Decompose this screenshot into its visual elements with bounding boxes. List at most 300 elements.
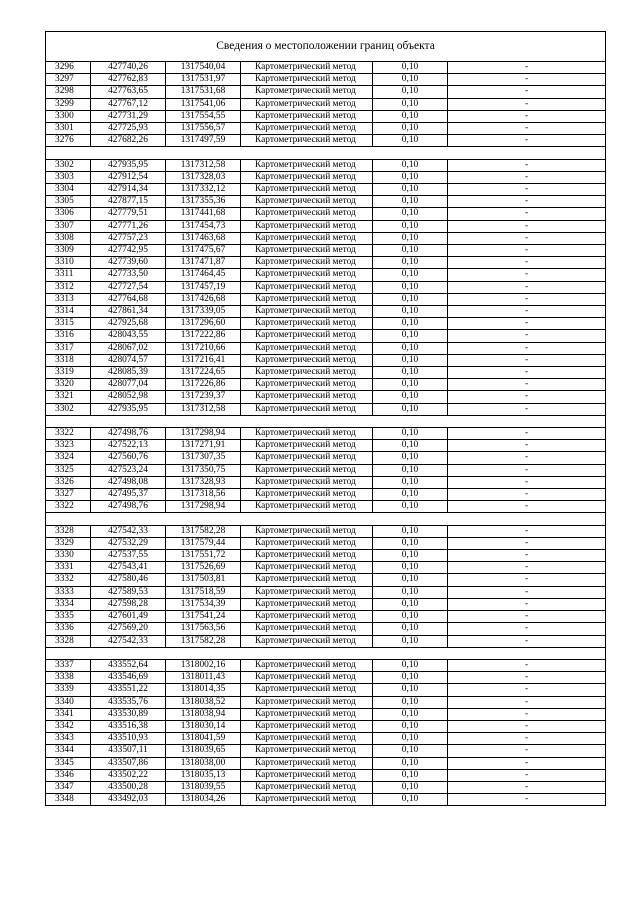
method-cell: Картометрический метод (241, 196, 373, 208)
description-cell: - (448, 342, 606, 354)
method-cell: Картометрический метод (241, 696, 373, 708)
description-cell: - (448, 196, 606, 208)
description-cell: - (448, 86, 606, 98)
table-row (46, 489, 606, 501)
description-cell: - (448, 769, 606, 781)
description-cell: - (448, 232, 606, 244)
point-number: 3343 (46, 733, 91, 745)
description-cell: - (448, 110, 606, 122)
table-row (46, 745, 606, 757)
separator-cell (46, 513, 606, 525)
description-cell: - (448, 440, 606, 452)
point-number: 3305 (46, 196, 91, 208)
accuracy-cell: 0,10 (373, 672, 448, 684)
accuracy-cell: 0,10 (373, 245, 448, 257)
method-cell: Картометрический метод (241, 281, 373, 293)
accuracy-cell: 0,10 (373, 98, 448, 110)
description-cell: - (448, 464, 606, 476)
table-row (46, 757, 606, 769)
group-separator (46, 513, 606, 525)
x-coordinate: 427739,60 (91, 257, 166, 269)
method-cell: Картометрический метод (241, 525, 373, 537)
y-coordinate: 1317457,19 (166, 281, 241, 293)
table-row (46, 733, 606, 745)
description-cell: - (448, 720, 606, 732)
y-coordinate: 1317526,69 (166, 562, 241, 574)
y-coordinate: 1317518,59 (166, 586, 241, 598)
method-cell: Картометрический метод (241, 635, 373, 647)
method-cell: Картометрический метод (241, 74, 373, 86)
point-number: 3296 (46, 62, 91, 74)
table-row (46, 550, 606, 562)
method-cell: Картометрический метод (241, 245, 373, 257)
description-cell: - (448, 550, 606, 562)
x-coordinate: 427569,20 (91, 623, 166, 635)
accuracy-cell: 0,10 (373, 708, 448, 720)
description-cell: - (448, 135, 606, 147)
table-row (46, 696, 606, 708)
method-cell: Картометрический метод (241, 354, 373, 366)
y-coordinate: 1318002,16 (166, 659, 241, 671)
separator-cell (46, 147, 606, 159)
x-coordinate: 433551,22 (91, 684, 166, 696)
y-coordinate: 1317471,87 (166, 257, 241, 269)
table-row (46, 598, 606, 610)
x-coordinate: 433507,86 (91, 757, 166, 769)
table-row (46, 123, 606, 135)
x-coordinate: 428067,02 (91, 342, 166, 354)
accuracy-cell: 0,10 (373, 62, 448, 74)
point-number: 3297 (46, 74, 91, 86)
description-cell: - (448, 757, 606, 769)
description-cell: - (448, 220, 606, 232)
description-cell: - (448, 696, 606, 708)
table-row (46, 501, 606, 513)
table-row (46, 208, 606, 220)
x-coordinate: 427532,29 (91, 537, 166, 549)
group-separator (46, 647, 606, 659)
table-row (46, 171, 606, 183)
accuracy-cell: 0,10 (373, 306, 448, 318)
description-cell: - (448, 74, 606, 86)
x-coordinate: 427580,46 (91, 574, 166, 586)
point-number: 3314 (46, 306, 91, 318)
accuracy-cell: 0,10 (373, 684, 448, 696)
point-number: 3342 (46, 720, 91, 732)
y-coordinate: 1318039,55 (166, 781, 241, 793)
y-coordinate: 1318030,14 (166, 720, 241, 732)
method-cell: Картометрический метод (241, 184, 373, 196)
table-row (46, 184, 606, 196)
description-cell: - (448, 184, 606, 196)
y-coordinate: 1317503,81 (166, 574, 241, 586)
point-number: 3347 (46, 781, 91, 793)
y-coordinate: 1317222,86 (166, 330, 241, 342)
description-cell: - (448, 708, 606, 720)
table-row (46, 562, 606, 574)
point-number: 3319 (46, 367, 91, 379)
method-cell: Картометрический метод (241, 391, 373, 403)
description-cell: - (448, 379, 606, 391)
table-row (46, 62, 606, 74)
description-cell: - (448, 159, 606, 171)
method-cell: Картометрический метод (241, 464, 373, 476)
title-row (46, 32, 606, 62)
accuracy-cell: 0,10 (373, 659, 448, 671)
table-row (46, 293, 606, 305)
table-row (46, 135, 606, 147)
description-cell: - (448, 452, 606, 464)
y-coordinate: 1317226,86 (166, 379, 241, 391)
description-cell: - (448, 562, 606, 574)
point-number: 3339 (46, 684, 91, 696)
x-coordinate: 427733,50 (91, 269, 166, 281)
point-number: 3302 (46, 159, 91, 171)
accuracy-cell: 0,10 (373, 598, 448, 610)
table-row (46, 611, 606, 623)
accuracy-cell: 0,10 (373, 428, 448, 440)
description-cell: - (448, 281, 606, 293)
y-coordinate: 1318038,94 (166, 708, 241, 720)
description-cell: - (448, 501, 606, 513)
accuracy-cell: 0,10 (373, 476, 448, 488)
description-cell: - (448, 245, 606, 257)
point-number: 3328 (46, 635, 91, 647)
y-coordinate: 1318011,43 (166, 672, 241, 684)
method-cell: Картометрический метод (241, 110, 373, 122)
method-cell: Картометрический метод (241, 159, 373, 171)
method-cell: Картометрический метод (241, 537, 373, 549)
accuracy-cell: 0,10 (373, 159, 448, 171)
point-number: 3309 (46, 245, 91, 257)
x-coordinate: 427498,08 (91, 476, 166, 488)
description-cell: - (448, 257, 606, 269)
method-cell: Картометрический метод (241, 232, 373, 244)
x-coordinate: 427498,76 (91, 428, 166, 440)
table-row (46, 342, 606, 354)
point-number: 3320 (46, 379, 91, 391)
accuracy-cell: 0,10 (373, 354, 448, 366)
x-coordinate: 427495,37 (91, 489, 166, 501)
point-number: 3323 (46, 440, 91, 452)
description-cell: - (448, 171, 606, 183)
x-coordinate: 427598,28 (91, 598, 166, 610)
accuracy-cell: 0,10 (373, 74, 448, 86)
accuracy-cell: 0,10 (373, 550, 448, 562)
x-coordinate: 428077,04 (91, 379, 166, 391)
method-cell: Картометрический метод (241, 428, 373, 440)
y-coordinate: 1317298,94 (166, 428, 241, 440)
y-coordinate: 1318041,59 (166, 733, 241, 745)
accuracy-cell: 0,10 (373, 452, 448, 464)
y-coordinate: 1317551,72 (166, 550, 241, 562)
table-row (46, 781, 606, 793)
y-coordinate: 1317339,05 (166, 306, 241, 318)
point-number: 3276 (46, 135, 91, 147)
table-row (46, 98, 606, 110)
accuracy-cell: 0,10 (373, 464, 448, 476)
point-number: 3299 (46, 98, 91, 110)
accuracy-cell: 0,10 (373, 196, 448, 208)
accuracy-cell: 0,10 (373, 769, 448, 781)
x-coordinate: 433502,22 (91, 769, 166, 781)
method-cell: Картометрический метод (241, 220, 373, 232)
y-coordinate: 1317216,41 (166, 354, 241, 366)
accuracy-cell: 0,10 (373, 757, 448, 769)
method-cell: Картометрический метод (241, 733, 373, 745)
accuracy-cell: 0,10 (373, 720, 448, 732)
x-coordinate: 427762,83 (91, 74, 166, 86)
description-cell: - (448, 745, 606, 757)
x-coordinate: 428043,55 (91, 330, 166, 342)
accuracy-cell: 0,10 (373, 611, 448, 623)
description-cell: - (448, 733, 606, 745)
x-coordinate: 433530,89 (91, 708, 166, 720)
table-row (46, 684, 606, 696)
accuracy-cell: 0,10 (373, 586, 448, 598)
y-coordinate: 1317271,91 (166, 440, 241, 452)
y-coordinate: 1317463,68 (166, 232, 241, 244)
point-number: 3326 (46, 476, 91, 488)
point-number: 3298 (46, 86, 91, 98)
accuracy-cell: 0,10 (373, 489, 448, 501)
x-coordinate: 427542,33 (91, 525, 166, 537)
method-cell: Картометрический метод (241, 293, 373, 305)
point-number: 3337 (46, 659, 91, 671)
accuracy-cell: 0,10 (373, 745, 448, 757)
method-cell: Картометрический метод (241, 306, 373, 318)
description-cell: - (448, 611, 606, 623)
x-coordinate: 427861,34 (91, 306, 166, 318)
group-separator (46, 147, 606, 159)
table-row (46, 794, 606, 806)
y-coordinate: 1317534,39 (166, 598, 241, 610)
coordinates-table (45, 31, 606, 806)
point-number: 3333 (46, 586, 91, 598)
method-cell: Картометрический метод (241, 367, 373, 379)
y-coordinate: 1317582,28 (166, 635, 241, 647)
accuracy-cell: 0,10 (373, 537, 448, 549)
x-coordinate: 433516,38 (91, 720, 166, 732)
description-cell: - (448, 781, 606, 793)
method-cell: Картометрический метод (241, 403, 373, 415)
x-coordinate: 427757,23 (91, 232, 166, 244)
point-number: 3318 (46, 354, 91, 366)
accuracy-cell: 0,10 (373, 403, 448, 415)
x-coordinate: 427771,26 (91, 220, 166, 232)
table-row (46, 74, 606, 86)
x-coordinate: 428085,39 (91, 367, 166, 379)
accuracy-cell: 0,10 (373, 781, 448, 793)
method-cell: Картометрический метод (241, 672, 373, 684)
table-row (46, 220, 606, 232)
y-coordinate: 1318035,13 (166, 769, 241, 781)
x-coordinate: 427779,51 (91, 208, 166, 220)
x-coordinate: 427543,41 (91, 562, 166, 574)
point-number: 3301 (46, 123, 91, 135)
accuracy-cell: 0,10 (373, 208, 448, 220)
method-cell: Картометрический метод (241, 708, 373, 720)
x-coordinate: 427727,54 (91, 281, 166, 293)
x-coordinate: 427523,24 (91, 464, 166, 476)
point-number: 3312 (46, 281, 91, 293)
y-coordinate: 1317332,12 (166, 184, 241, 196)
point-number: 3322 (46, 501, 91, 513)
y-coordinate: 1318038,52 (166, 696, 241, 708)
point-number: 3329 (46, 537, 91, 549)
description-cell: - (448, 306, 606, 318)
x-coordinate: 433552,64 (91, 659, 166, 671)
point-number: 3335 (46, 611, 91, 623)
table-row (46, 196, 606, 208)
table-row (46, 403, 606, 415)
accuracy-cell: 0,10 (373, 184, 448, 196)
accuracy-cell: 0,10 (373, 379, 448, 391)
description-cell: - (448, 794, 606, 806)
x-coordinate: 427925,68 (91, 318, 166, 330)
point-number: 3324 (46, 452, 91, 464)
point-number: 3340 (46, 696, 91, 708)
point-number: 3346 (46, 769, 91, 781)
accuracy-cell: 0,10 (373, 574, 448, 586)
method-cell: Картометрический метод (241, 171, 373, 183)
point-number: 3336 (46, 623, 91, 635)
y-coordinate: 1317464,45 (166, 269, 241, 281)
description-cell: - (448, 598, 606, 610)
accuracy-cell: 0,10 (373, 367, 448, 379)
description-cell: - (448, 489, 606, 501)
y-coordinate: 1318039,65 (166, 745, 241, 757)
x-coordinate: 427740,26 (91, 62, 166, 74)
point-number: 3328 (46, 525, 91, 537)
point-number: 3338 (46, 672, 91, 684)
table-row (46, 525, 606, 537)
description-cell: - (448, 623, 606, 635)
x-coordinate: 427914,34 (91, 184, 166, 196)
x-coordinate: 427542,33 (91, 635, 166, 647)
accuracy-cell: 0,10 (373, 123, 448, 135)
table-row (46, 672, 606, 684)
table-row (46, 330, 606, 342)
point-number: 3331 (46, 562, 91, 574)
method-cell: Картометрический метод (241, 611, 373, 623)
point-number: 3300 (46, 110, 91, 122)
description-cell: - (448, 403, 606, 415)
y-coordinate: 1317531,68 (166, 86, 241, 98)
y-coordinate: 1317454,73 (166, 220, 241, 232)
point-number: 3348 (46, 794, 91, 806)
separator-cell (46, 415, 606, 427)
point-number: 3317 (46, 342, 91, 354)
x-coordinate: 433500,28 (91, 781, 166, 793)
x-coordinate: 433546,69 (91, 672, 166, 684)
point-number: 3308 (46, 232, 91, 244)
y-coordinate: 1317312,58 (166, 159, 241, 171)
description-cell: - (448, 98, 606, 110)
method-cell: Картометрический метод (241, 123, 373, 135)
y-coordinate: 1317556,57 (166, 123, 241, 135)
accuracy-cell: 0,10 (373, 391, 448, 403)
method-cell: Картометрический метод (241, 586, 373, 598)
x-coordinate: 427764,68 (91, 293, 166, 305)
point-number: 3321 (46, 391, 91, 403)
y-coordinate: 1317541,06 (166, 98, 241, 110)
table-row (46, 391, 606, 403)
method-cell: Картометрический метод (241, 684, 373, 696)
method-cell: Картометрический метод (241, 342, 373, 354)
point-number: 3325 (46, 464, 91, 476)
y-coordinate: 1317497,59 (166, 135, 241, 147)
point-number: 3332 (46, 574, 91, 586)
accuracy-cell: 0,10 (373, 220, 448, 232)
y-coordinate: 1317350,75 (166, 464, 241, 476)
y-coordinate: 1317239,37 (166, 391, 241, 403)
accuracy-cell: 0,10 (373, 318, 448, 330)
table-row (46, 354, 606, 366)
accuracy-cell: 0,10 (373, 440, 448, 452)
table-row (46, 367, 606, 379)
y-coordinate: 1317355,36 (166, 196, 241, 208)
separator-cell (46, 647, 606, 659)
method-cell: Картометрический метод (241, 501, 373, 513)
point-number: 3311 (46, 269, 91, 281)
accuracy-cell: 0,10 (373, 281, 448, 293)
method-cell: Картометрический метод (241, 562, 373, 574)
x-coordinate: 428074,57 (91, 354, 166, 366)
y-coordinate: 1317328,03 (166, 171, 241, 183)
table-row (46, 769, 606, 781)
boundary-sheet (45, 31, 605, 806)
table-row (46, 440, 606, 452)
accuracy-cell: 0,10 (373, 562, 448, 574)
description-cell: - (448, 62, 606, 74)
table-row (46, 379, 606, 391)
y-coordinate: 1317554,55 (166, 110, 241, 122)
description-cell: - (448, 318, 606, 330)
description-cell: - (448, 672, 606, 684)
method-cell: Картометрический метод (241, 98, 373, 110)
x-coordinate: 427725,93 (91, 123, 166, 135)
x-coordinate: 427589,53 (91, 586, 166, 598)
x-coordinate: 427767,12 (91, 98, 166, 110)
point-number: 3330 (46, 550, 91, 562)
method-cell: Картометрический метод (241, 598, 373, 610)
description-cell: - (448, 525, 606, 537)
method-cell: Картометрический метод (241, 720, 373, 732)
y-coordinate: 1317318,56 (166, 489, 241, 501)
accuracy-cell: 0,10 (373, 86, 448, 98)
point-number: 3334 (46, 598, 91, 610)
description-cell: - (448, 330, 606, 342)
table-row (46, 623, 606, 635)
description-cell: - (448, 635, 606, 647)
description-cell: - (448, 354, 606, 366)
point-number: 3313 (46, 293, 91, 305)
y-coordinate: 1317426,68 (166, 293, 241, 305)
y-coordinate: 1317298,94 (166, 501, 241, 513)
table-row (46, 720, 606, 732)
description-cell: - (448, 659, 606, 671)
table-row (46, 281, 606, 293)
y-coordinate: 1317541,24 (166, 611, 241, 623)
method-cell: Картометрический метод (241, 781, 373, 793)
method-cell: Картометрический метод (241, 623, 373, 635)
method-cell: Картометрический метод (241, 86, 373, 98)
x-coordinate: 428052,98 (91, 391, 166, 403)
point-number: 3303 (46, 171, 91, 183)
y-coordinate: 1317475,67 (166, 245, 241, 257)
x-coordinate: 433507,11 (91, 745, 166, 757)
